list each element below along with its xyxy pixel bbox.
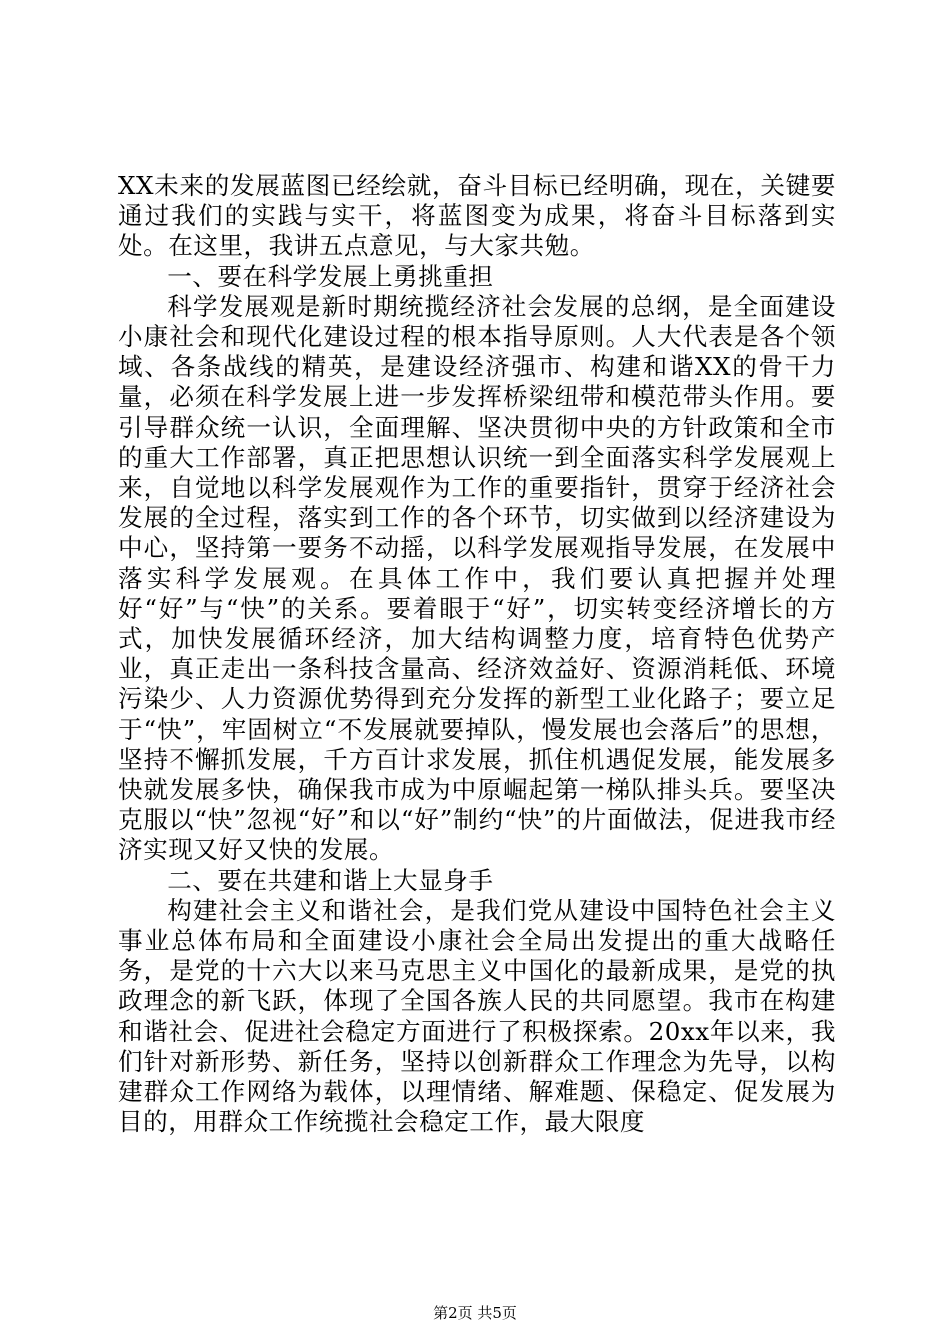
section-heading-1: 一、要在科学发展上勇挑重担 [167, 261, 494, 291]
paragraph-section-1: 科学发展观是新时期统揽经济社会发展的总纲，是全面建设小康社会和现代化建设过程的根本指导原则。人大代表是各个领域、各条战线的精英，是建设经济强市、构建和谐XX的骨干力量，必须在科学发展上进一步发挥桥梁纽带和模范带头作用。要引导群众统一认识，全面理解、坚决贯彻中央的方针政策和全市的重大工作部署，真正把思想认识统一到全面落实科学发展观上来，自觉地以科学发展观作为工作的重要指针，贯穿于经济社会发展的全过程，落实到工作的各个环节，切实做到以经济建设为中心，坚持第一要务不动摇，以科学发展观指导发展，在发展中落实科学发展观。在具体工作中，我们要认真把握并处理好“好”与“快”的关系。要着眼于“好”，切实转变经济增长的方式，加快发展循环经济，加大结构调整力度，培育特色优势产业，真正走出一条科技含量高、经济效益好、资源消耗低、环境污染少、人力资源优势得到充分发挥的新型工业化路子；要立足于“快”，牢固树立“不发展就要掉队，慢发展也会落后”的思想，坚持不懈抓发展，千方百计求发展，抓住机遇促发展，能发展多快就发展多快，确保我市成为中原崛起第一梯队排头兵。要坚决克服以“快”忽视“好”和以“好”制约“快”的片面做法，促进我市经济实现又好又快的发展。 [118, 291, 836, 865]
paragraph-intro: XX未来的发展蓝图已经绘就，奋斗目标已经明确，现在，关键要通过我们的实践与实干，将蓝图变为成果，将奋斗目标落到实处。在这里，我讲五点意见，与大家共勉。 [118, 171, 836, 261]
section-heading-2: 二、要在共建和谐上大显身手 [167, 865, 494, 895]
document-body [118, 171, 836, 1138]
paragraph-section-2: 构建社会主义和谐社会，是我们党从建设中国特色社会主义事业总体布局和全面建设小康社会全局出发提出的重大战略任务，是党的十六大以来马克思主义中国化的最新成果，是党的执政理念的新飞跃，体现了全国各族人民的共同愿望。我市在构建和谐社会、促进社会稳定方面进行了积极探索。20xx年以来，我们针对新形势、新任务，坚持以创新群众工作理念为先导，以构建群众工作网络为载体，以理情绪、解难题、保稳定、促发展为目的，用群众工作统揽社会稳定工作，最大限度 [118, 895, 836, 1137]
page-number-footer: 第2页 共5页 [433, 1304, 517, 1322]
